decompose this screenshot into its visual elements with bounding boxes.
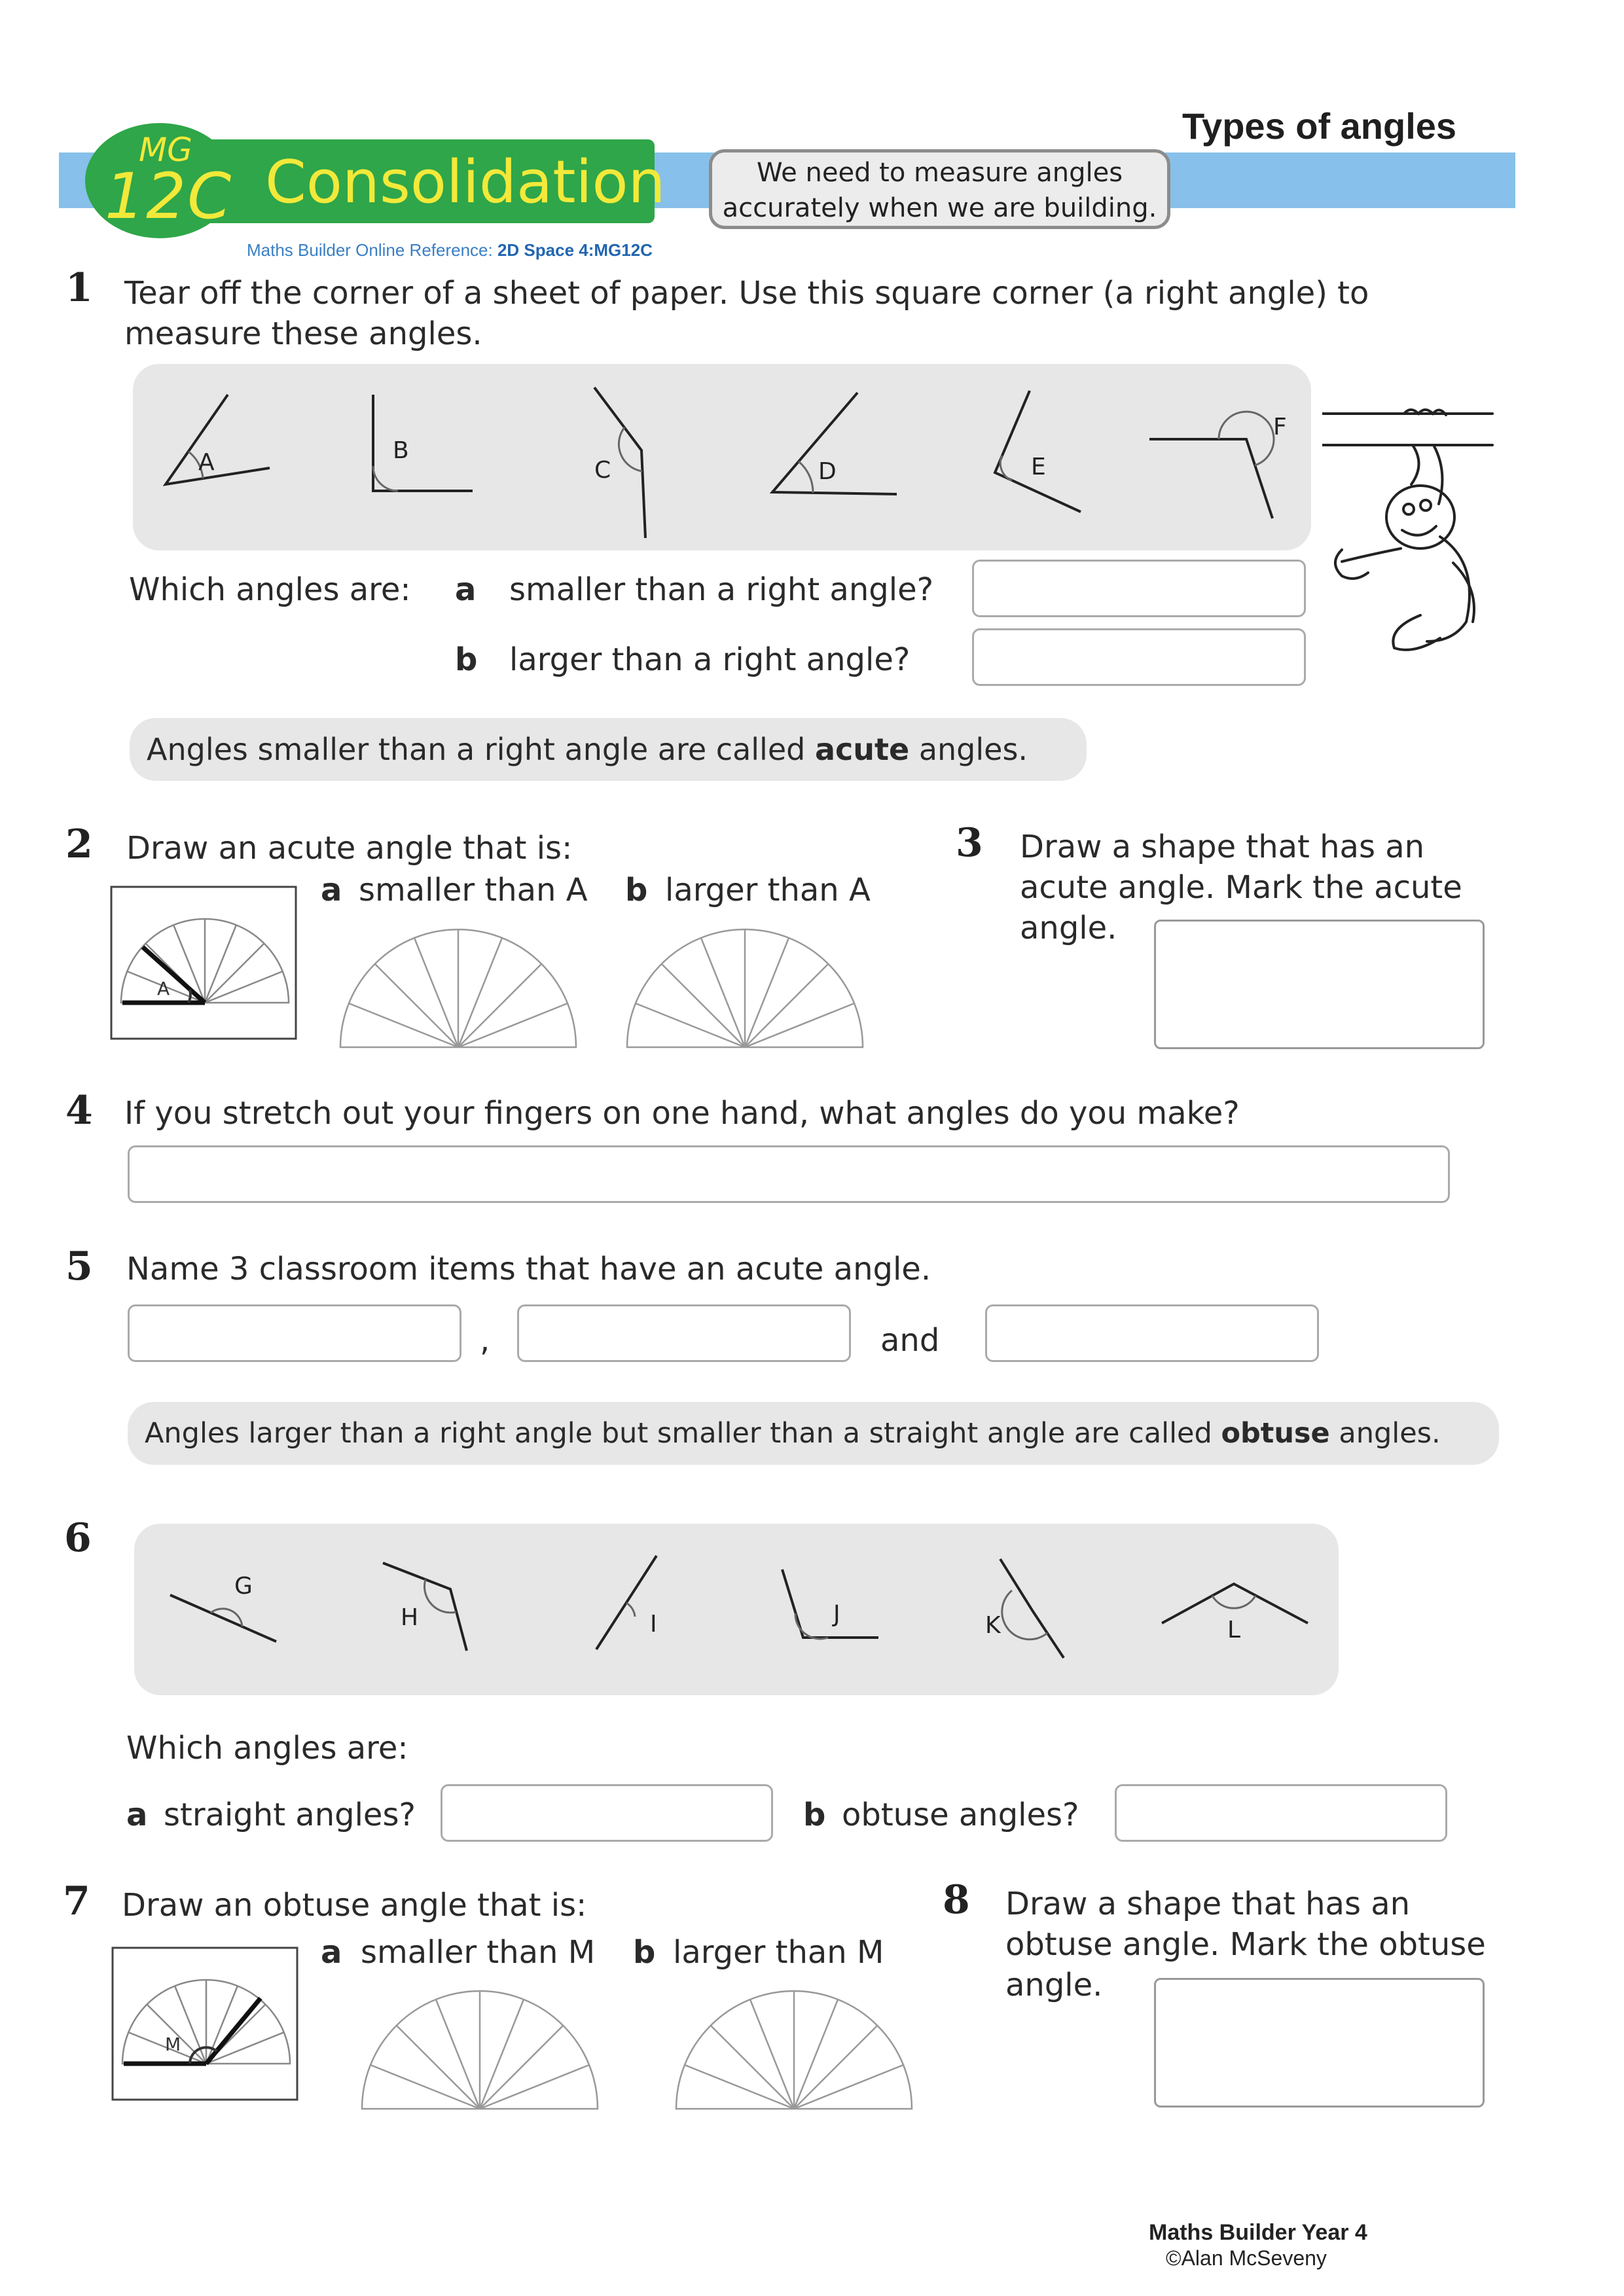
q5-text: Name 3 classroom items that have an acute angle. [126,1251,931,1287]
q6-b-text: obtuse angles? [842,1797,1079,1833]
q7-reference-protractor [122,1980,290,2064]
callout-line-1: We need to measure angles [756,158,1123,188]
label-C: C [594,457,611,484]
label-G: G [234,1573,253,1600]
q8-drawing-box[interactable] [1154,1978,1485,2108]
q6-b-letter: b [803,1797,826,1833]
acute-definition [130,718,1087,781]
q5-and-label: and [880,1322,940,1359]
label-I: I [650,1611,657,1638]
q2-a-protractor [340,929,576,1047]
q7-ref-label: M [165,2034,181,2055]
obtuse-definition [128,1402,1499,1465]
callout-line-2: accurately when we are building. [722,193,1157,223]
label-L: L [1227,1617,1241,1643]
acute-term: acute [814,732,910,767]
q5-answer-box-1[interactable] [128,1304,461,1362]
q1-a-answer-box[interactable] [972,560,1306,617]
q6-which-label: Which angles are: [126,1730,408,1767]
q2-text: Draw an acute angle that is: [126,830,573,867]
q4-text: If you stretch out your fingers on one hand, what angles do you make? [124,1095,1240,1132]
angle-K [1000,1559,1064,1658]
q7-b-protractor [676,1991,912,2109]
q7-a-letter: a [321,1934,342,1971]
q8-line-1: Draw a shape that has an [1005,1886,1411,1922]
q1-which-label: Which angles are: [129,571,411,608]
badge-code: 12C [105,160,233,233]
q2-b-protractor [627,929,863,1047]
q7-number: 7 [63,1878,90,1924]
page-title: Types of angles [1182,105,1457,147]
q1-number: 1 [65,265,93,311]
label-D: D [818,458,837,485]
q5-answer-box-3[interactable] [985,1304,1319,1362]
label-H: H [401,1604,419,1631]
q3-line-3: angle. [1020,910,1117,946]
footer-book-title: Maths Builder Year 4 [1149,2220,1367,2245]
header-title: Consolidation [265,148,666,217]
q6-a-letter: a [126,1797,148,1833]
angle-B [373,395,473,491]
q1-b-text: larger than a right angle? [509,641,911,678]
q6-angles-figure [0,1505,1375,1702]
q1-a-text: smaller than a right angle? [509,571,934,608]
label-B: B [393,437,409,464]
q2-ref-label: A [157,978,170,999]
reference-code: 2D Space 4:MG12C [497,240,653,260]
angle-A [166,395,270,484]
angle-H [383,1563,467,1651]
angle-F [1149,412,1274,518]
q3-drawing-box[interactable] [1154,920,1485,1049]
obtuse-term: obtuse [1221,1417,1330,1450]
angle-I [596,1556,657,1649]
q2-b-letter: b [625,872,648,908]
q7-text: Draw an obtuse angle that is: [122,1887,587,1924]
reference-prefix: Maths Builder Online Reference: [247,240,497,260]
q8-line-2: obtuse angle. Mark the obtuse [1005,1926,1486,1963]
label-A: A [198,449,215,476]
obtuse-definition-before: Angles larger than a right angle but smaller than a straight angle are called [145,1417,1221,1450]
q1-b-letter: b [455,641,478,678]
monkey-illustration [1322,399,1499,661]
angle-G [170,1595,276,1641]
angle-J [782,1570,878,1639]
q6-number: 6 [64,1515,92,1561]
q2-number: 2 [65,821,93,867]
label-E: E [1031,454,1046,480]
q7-protractor-figures [0,1937,929,2121]
badge-strand: MG [139,131,192,169]
acute-definition-after: angles. [909,732,1028,767]
q5-answer-box-2[interactable] [517,1304,851,1362]
label-K: K [985,1612,1001,1639]
q8-number: 8 [943,1877,970,1923]
q2-b-text: larger than A [665,872,871,908]
q3-line-1: Draw a shape that has an [1020,829,1425,865]
q3-line-2: acute angle. Mark the acute [1020,869,1462,906]
q3-number: 3 [956,820,983,866]
angle-E [995,391,1081,512]
q6-a-text: straight angles? [164,1797,416,1833]
q5-comma: , [480,1322,490,1359]
q2-protractor-figures [0,877,916,1060]
q6-b-answer-box[interactable] [1115,1784,1447,1842]
acute-definition-before: Angles smaller than a right angle are called [147,732,815,767]
q2-reference-protractor [121,919,289,1003]
q1-a-letter: a [455,571,477,608]
q4-answer-box[interactable] [128,1145,1450,1203]
obtuse-definition-after: angles. [1329,1417,1441,1450]
q5-number: 5 [65,1244,93,1289]
q7-a-text: smaller than M [361,1934,596,1971]
q2-a-letter: a [321,872,342,908]
q1-text: Tear off the corner of a sheet of paper. Use this square corner (a right angle) to measure these angles. [124,275,1369,352]
q8-line-3: angle. [1005,1967,1103,2003]
q2-a-text: smaller than A [359,872,588,908]
q6-a-answer-box[interactable] [441,1784,773,1842]
q4-number: 4 [65,1088,93,1134]
label-J: J [833,1601,840,1628]
q7-a-protractor [362,1991,598,2109]
q1-b-answer-box[interactable] [972,628,1306,686]
label-F: F [1273,414,1287,440]
q7-b-letter: b [633,1934,656,1971]
footer-copyright: ©Alan McSeveny [1166,2246,1327,2270]
q7-b-text: larger than M [673,1934,884,1971]
